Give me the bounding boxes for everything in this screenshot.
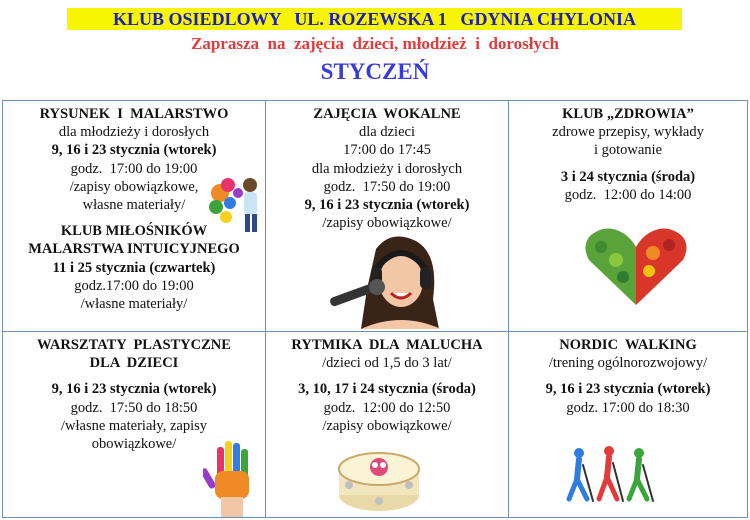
cell-text: /trening ogólnorozwojowy/ bbox=[548, 355, 708, 372]
cell-dates: 9, 16 i 23 stycznia (wtorek) bbox=[51, 381, 217, 398]
cell-dates: 9, 16 i 23 stycznia (wtorek) bbox=[545, 381, 711, 398]
cell-title: NORDIC WALKING bbox=[559, 337, 697, 353]
cell-text: dla młodzieży i dorosłych bbox=[311, 160, 463, 177]
cell-text: /własne materiały, zapisy bbox=[60, 417, 208, 434]
cell-time: godz. 17:00 do 18:30 bbox=[566, 399, 690, 416]
cell-time: godz. 17:50 do 19:00 bbox=[323, 178, 451, 195]
cell-title: RYTMIKA DLA MALUCHA bbox=[291, 337, 483, 353]
cell-title: RYSUNEK I MALARSTWO bbox=[39, 106, 229, 122]
month-title: STYCZEŃ bbox=[320, 59, 430, 84]
cell-dates: 3 i 24 stycznia (środa) bbox=[560, 168, 696, 185]
nordic-walkers-illustration bbox=[561, 445, 671, 505]
schedule-grid bbox=[2, 100, 748, 518]
cell-time: 17:00 do 17:45 bbox=[343, 142, 431, 159]
invitation-line: Zaprasza na zajęcia dzieci, młodzież i dorosłych bbox=[191, 34, 559, 53]
grid-divider bbox=[3, 331, 747, 332]
cell-time: godz. 17:50 do 18:50 bbox=[70, 399, 198, 416]
cell-title: DLA DZIECI bbox=[89, 355, 179, 372]
singer-girl-photo bbox=[321, 229, 461, 329]
cell-text: /zapisy obowiązkowe, bbox=[69, 178, 199, 195]
cell-time: godz.17:00 do 19:00 bbox=[74, 277, 194, 294]
cell-text: i gotowanie bbox=[593, 142, 663, 159]
header bbox=[0, 0, 750, 100]
cell-text: /zapisy obowiązkowe/ bbox=[322, 417, 452, 434]
painting-girl-illustration bbox=[208, 173, 263, 235]
cell-title: MALARSTWA INTUICYJNEGO bbox=[28, 241, 240, 258]
cell-title: WARSZTATY PLASTYCZNE bbox=[37, 337, 231, 353]
cell-text: dla dzieci bbox=[359, 124, 415, 141]
club-name-banner: KLUB OSIEDLOWY UL. ROZEWSKA 1 GDYNIA CHYLONIA bbox=[67, 8, 682, 30]
cell-dates: 9, 16 i 23 stycznia (wtorek) bbox=[51, 142, 217, 159]
cell-text: /zapisy obowiązkowe/ bbox=[322, 215, 452, 232]
cell-text: /własne materiały/ bbox=[80, 296, 188, 313]
painted-hand-illustration bbox=[203, 439, 258, 517]
cell-text: dla młodzieży i dorosłych bbox=[58, 124, 210, 141]
cell-text: własne materiały/ bbox=[82, 197, 186, 214]
vegetable-heart-illustration bbox=[581, 225, 691, 307]
cell-time: godz. 12:00 do 14:00 bbox=[564, 186, 692, 203]
cell-text: /dzieci od 1,5 do 3 lat/ bbox=[322, 355, 452, 372]
cell-title: ZAJĘCIA WOKALNE bbox=[313, 106, 461, 122]
cell-title: KLUB MIŁOŚNIKÓW bbox=[60, 223, 208, 240]
cell-title: KLUB „ZDROWIA” bbox=[562, 106, 694, 122]
cell-text: zdrowe przepisy, wykłady bbox=[552, 124, 704, 141]
cell-dates: 3, 10, 17 i 24 stycznia (środa) bbox=[298, 381, 476, 398]
cell-time: godz. 12:00 do 12:50 bbox=[323, 399, 451, 416]
tambourine-illustration bbox=[337, 439, 421, 513]
cell-text: obowiązkowe/ bbox=[91, 436, 177, 453]
cell-time: godz. 17:00 do 19:00 bbox=[70, 160, 198, 177]
cell-dates: 9, 16 i 23 stycznia (wtorek) bbox=[304, 197, 470, 214]
cell-dates: 11 i 25 stycznia (czwartek) bbox=[52, 259, 216, 276]
